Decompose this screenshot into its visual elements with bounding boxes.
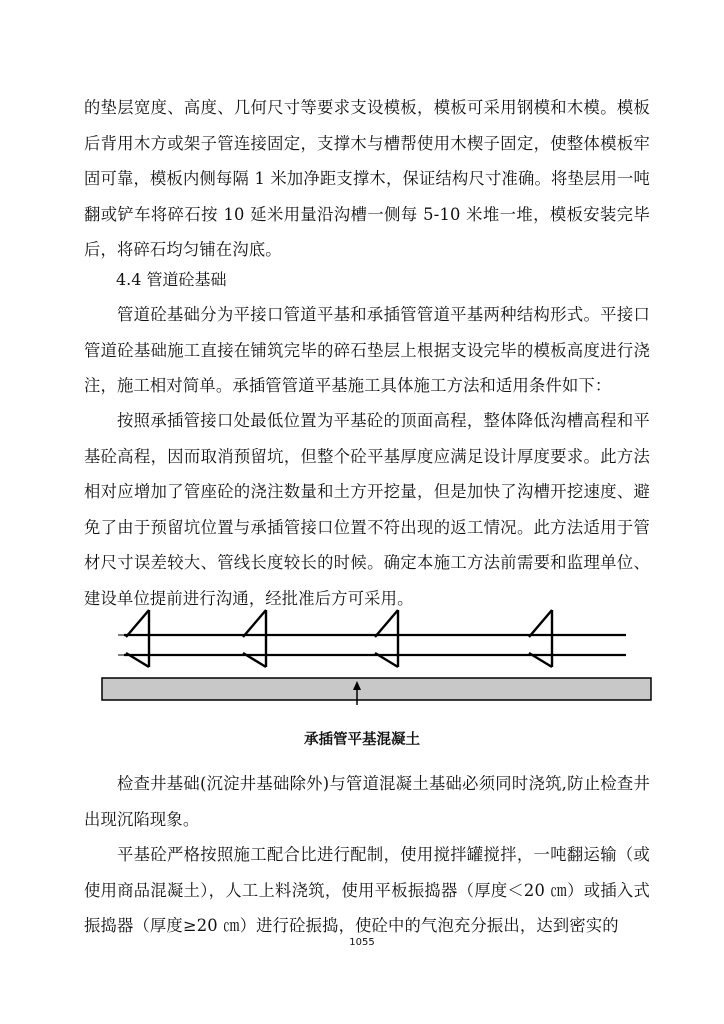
body-paragraph-4: 检查井基础(沉淀井基础除外)与管道混凝土基础必须同时浇筑,防止检查井出现沉陷现象。 <box>84 774 650 829</box>
body-paragraph-2: 管道砼基础分为平接口管道平基和承插管管道平基两种结构形式。平接口管道砼基础施工直接在铺筑完毕的碎石垫层上根据支设完毕的模板高度进行浇注，施工相对简单。承插管管道平基施工具体施工方法和适用条件如下： <box>84 305 650 395</box>
bell-joint-4 <box>529 610 552 667</box>
bell-spigot-pipe-diagram <box>96 607 660 707</box>
bell-joint-3 <box>375 610 398 667</box>
section-heading: 4.4 管道砼基础 <box>116 270 227 289</box>
bell-joint-1 <box>126 610 149 667</box>
bell-joint-2 <box>243 610 266 667</box>
diagram-caption: 承插管平基混凝土 <box>304 732 420 748</box>
body-paragraph-1: 的垫层宽度、高度、几何尺寸等要求支设模板，模板可采用钢模和木模。模板后背用木方或架子管连接固定，支撑木与槽帮使用木楔子固定，使整体模板牢固可靠，模板内侧每隔 1 米加净距支撑木，保证结构尺寸准确。将垫层用一吨翻或铲车将碎石按 10 延米用量沿沟槽一侧每 5-10 米堆一堆，模板安装完毕后，将碎石均匀铺在沟底。 <box>84 98 650 259</box>
body-paragraph-3: 按照承插管接口处最低位置为平基砼的顶面高程，整体降低沟槽高程和平基砼高程，因而取消预留坑，但整个砼平基厚度应满足设计厚度要求。此方法相对应增加了管座砼的浇注数量和土方开挖量，但是加快了沟槽开挖速度、避免了由于预留坑位置与承插管接口位置不符出现的返工情况。此方法适用于管材尺寸误差较大、管线长度较长的时候。确定本施工方法前需要和监理单位、建设单位提前进行沟通，经批准后方可采用。 <box>84 411 650 608</box>
page-number: 1055 <box>349 937 375 948</box>
concrete-slab <box>102 678 651 700</box>
body-paragraph-5: 平基砼严格按照施工配合比进行配制，使用搅拌罐搅拌，一吨翻运输（或使用商品混凝土），人工上料浇筑，使用平板振捣器（厚度＜20 ㎝）或插入式振捣器（厚度≥20 ㎝）进行砼振捣，使砼中的气泡充分振出，达到密实的 <box>84 845 650 935</box>
